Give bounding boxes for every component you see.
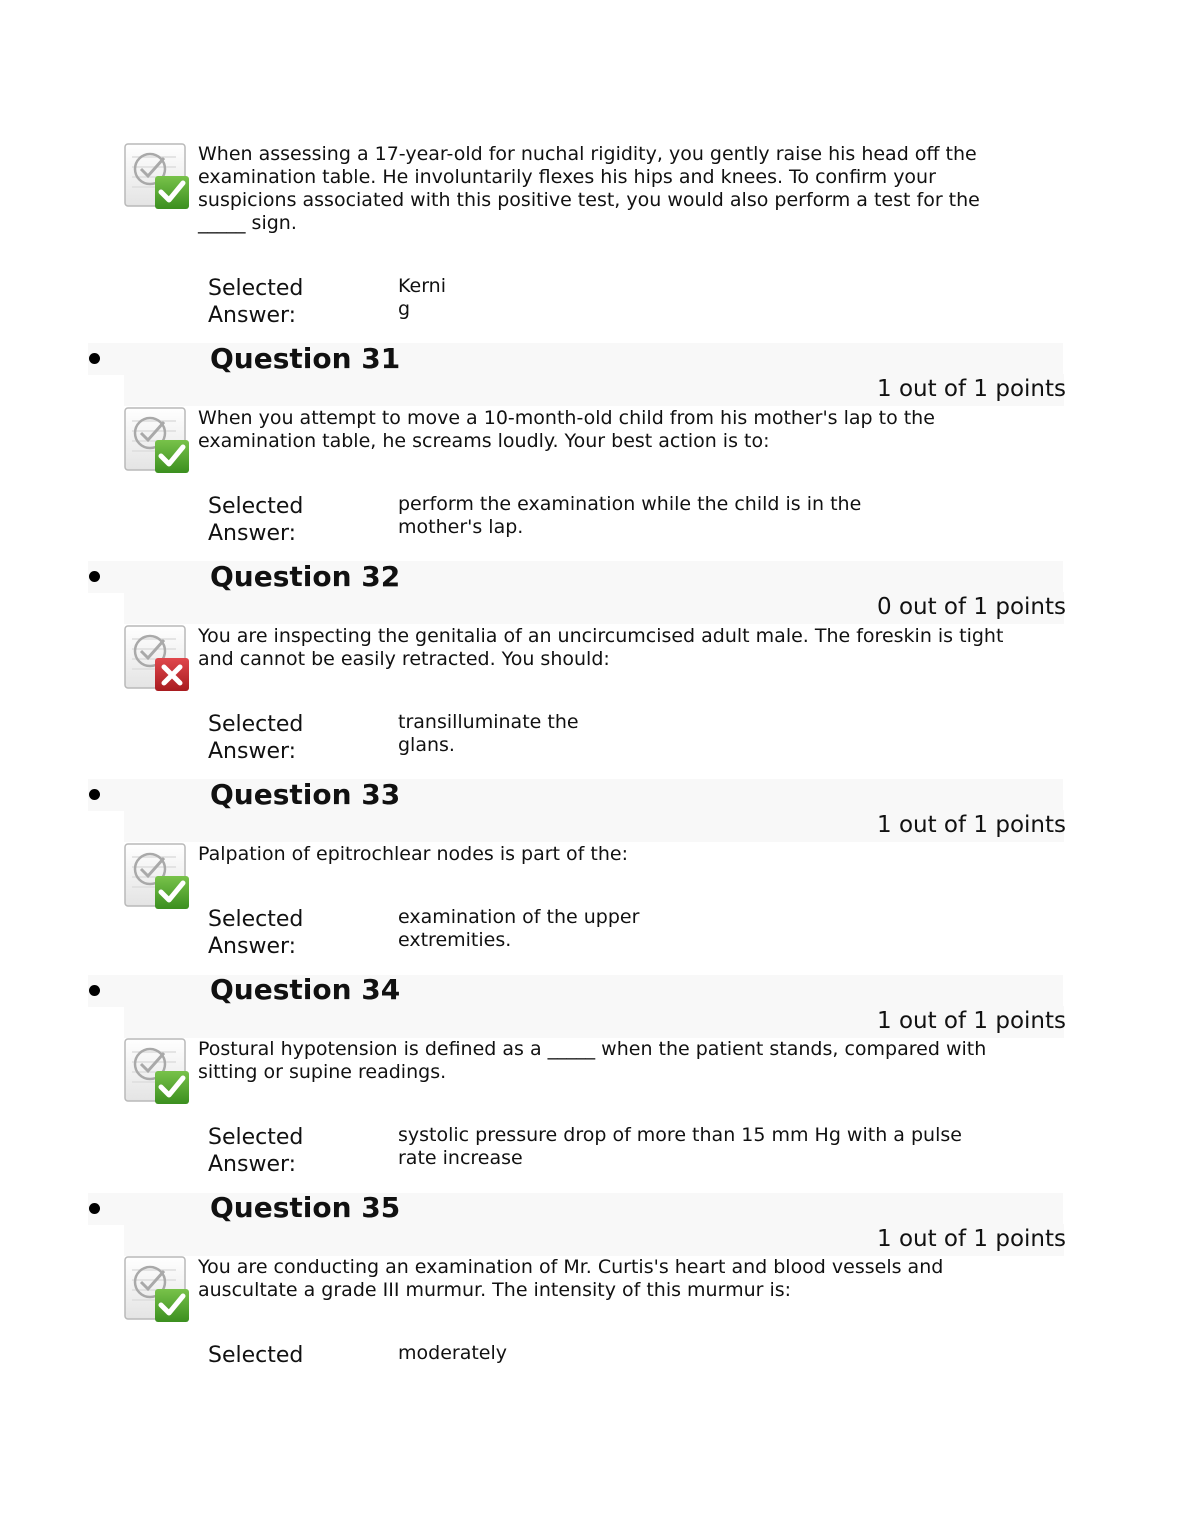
correct-check-icon <box>124 1256 190 1324</box>
question-points: 0 out of 1 points <box>877 594 1066 620</box>
question-text: You are inspecting the genitalia of an uncircumcised adult male. The foreskin is tight and cannot be easily retracted. You should: <box>198 625 1004 670</box>
selected-answer-label: Selected Answer: <box>208 712 304 764</box>
selected-answer-label: Selected Answer: <box>208 494 304 546</box>
question-points: 1 out of 1 points <box>877 1008 1066 1034</box>
incorrect-x-icon <box>124 625 190 693</box>
correct-check-icon <box>124 843 190 911</box>
selected-answer-label: Selected Answer: <box>208 907 304 959</box>
question-title: Question 33 <box>210 778 401 811</box>
selected-answer-value: systolic pressure drop of more than 15 mm Hg with a pulse rate increase <box>398 1124 962 1169</box>
question-text: Postural hypotension is defined as a _____ when the patient stands, compared with sitting or supine readings. <box>198 1038 987 1083</box>
selected-answer-value: moderately <box>398 1342 507 1364</box>
question-text: When assessing a 17-year-old for nuchal rigidity, you gently raise his head off the examination table. He involuntarily flexes his hips and knees. To confirm your suspicions associated with this positive test, you would also perform a test for the _____ sign. <box>198 143 980 234</box>
selected-answer-value: Kerni g <box>398 275 447 320</box>
question-title: Question 32 <box>210 560 401 593</box>
bullet <box>89 985 100 996</box>
question-points: 1 out of 1 points <box>877 376 1066 402</box>
selected-answer-value: transilluminate the glans. <box>398 711 579 756</box>
correct-check-icon <box>124 143 190 211</box>
selected-answer-value: examination of the upper extremities. <box>398 906 640 951</box>
selected-answer-value: perform the examination while the child is in the mother's lap. <box>398 493 862 538</box>
correct-check-icon <box>124 1038 190 1106</box>
selected-answer-label: Selected Answer: <box>208 276 304 328</box>
bullet <box>89 1203 100 1214</box>
bullet <box>89 789 100 800</box>
bullet <box>89 571 100 582</box>
question-points: 1 out of 1 points <box>877 812 1066 838</box>
correct-check-icon <box>124 407 190 475</box>
question-text: Palpation of epitrochlear nodes is part of the: <box>198 843 628 865</box>
question-text: You are conducting an examination of Mr. Curtis's heart and blood vessels and auscultate a grade III murmur. The intensity of this murmur is: <box>198 1256 944 1301</box>
question-text: When you attempt to move a 10-month-old child from his mother's lap to the examination table, he screams loudly. Your best action is to: <box>198 407 935 452</box>
bullet <box>89 353 100 364</box>
question-points: 1 out of 1 points <box>877 1226 1066 1252</box>
question-title: Question 35 <box>210 1191 401 1224</box>
selected-answer-label: Selected Answer: <box>208 1125 304 1177</box>
question-title: Question 34 <box>210 973 401 1006</box>
selected-answer-label: Selected <box>208 1343 304 1368</box>
question-title: Question 31 <box>210 342 401 375</box>
